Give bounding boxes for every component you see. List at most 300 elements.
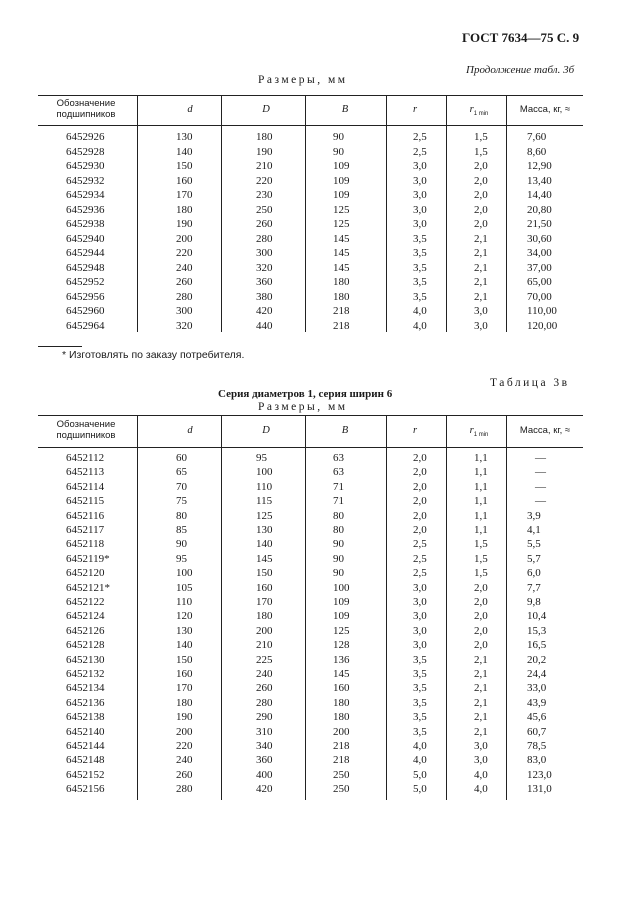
table2-cell-r: 2,0 [413, 495, 427, 508]
table2-cell-r1min: 2,0 [474, 581, 488, 594]
table1-cell-mass: 7,60 [527, 131, 547, 143]
table1-cell-B: 145 [333, 261, 350, 274]
table2-cell-r: 3,5 [413, 711, 427, 724]
table1-cell-r1min: 2,0 [474, 218, 488, 230]
table2-cell-designation: 6452132 [66, 668, 105, 680]
column-header-mass: Масса, кг, ≈ [519, 104, 571, 115]
table1-cell-r: 3,5 [413, 232, 427, 245]
table2-cell-B: 100 [333, 581, 350, 594]
table2-cell-designation: 6452117 [66, 524, 105, 536]
table2-cell-r: 2,0 [413, 466, 427, 479]
table2-cell-B: 145 [333, 668, 350, 680]
table2-cell-designation: 6452138 [66, 711, 105, 724]
table2-cell-mass: 4,1 [527, 524, 541, 536]
table2-cell-B: 80 [333, 509, 344, 522]
table2-cell-designation: 6452122 [66, 596, 105, 608]
table1-cell-designation: 6452926 [66, 131, 105, 143]
table2-cell-r1min: 1,1 [474, 480, 488, 493]
table1-cell-r: 2,5 [413, 131, 427, 143]
table2-cell-mass: 43,9 [527, 696, 547, 709]
table2-cell-mass: 9,8 [527, 596, 541, 608]
table2-cell-r: 3,5 [413, 696, 427, 709]
table2-cell-d: 280 [176, 783, 193, 796]
table2-cell-D: 360 [256, 754, 273, 767]
table1-cell-B: 109 [333, 174, 350, 187]
table2-column-divider [137, 415, 138, 800]
table2-cell-mass: 20,2 [527, 653, 547, 666]
table1-cell-designation: 6452940 [66, 232, 105, 245]
table2-cell-d: 150 [176, 653, 193, 666]
table2-cell-r1min: 1,1 [474, 509, 488, 522]
table1-cell-mass: 37,00 [527, 261, 552, 274]
table2-cell-D: 180 [256, 610, 273, 623]
table2-cell-designation: 6452130 [66, 653, 105, 666]
table1-cell-r1min: 2,1 [474, 290, 488, 303]
table1-cell-B: 109 [333, 160, 350, 172]
table2-cell-D: 280 [256, 696, 273, 709]
table1-cell-D: 420 [256, 305, 273, 317]
table1-cell-D: 220 [256, 174, 273, 187]
table1-cell-D: 280 [256, 232, 273, 245]
table2-cell-r: 3,5 [413, 725, 427, 738]
table2-cell-r: 2,5 [413, 552, 427, 565]
column-header-r1min: $r_{1 min}$ [469, 425, 489, 438]
table2-cell-mass: — [535, 466, 546, 479]
table1-cell-d: 320 [176, 319, 193, 332]
table2-cell-B: 109 [333, 610, 350, 623]
table1-cell-designation: 6452960 [66, 305, 105, 317]
table1-cell-r: 3,5 [413, 261, 427, 274]
table2-cell-D: 100 [256, 466, 273, 479]
table1-cell-r: 3,5 [413, 290, 427, 303]
table1-cell-r: 4,0 [413, 305, 427, 317]
table2-cell-mass: 45,6 [527, 711, 547, 724]
table2-cell-mass: — [535, 480, 546, 493]
table2-cell-D: 310 [256, 725, 273, 738]
table1-cell-r1min: 2,1 [474, 276, 488, 288]
table1-cell-mass: 8,60 [527, 145, 547, 158]
table2-cell-mass: 83,0 [527, 754, 547, 767]
table2-cell-mass: 7,7 [527, 581, 541, 594]
table2-cell-d: 85 [176, 524, 187, 536]
table2-cell-d: 105 [176, 581, 193, 594]
table2-cell-designation: 6452126 [66, 624, 105, 637]
table2-cell-r: 2,0 [413, 524, 427, 536]
table1-cell-B: 90 [333, 131, 344, 143]
table2-cell-D: 210 [256, 639, 273, 652]
table1-cell-d: 280 [176, 290, 193, 303]
table2-cell-r: 3,0 [413, 610, 427, 623]
table1-cell-D: 260 [256, 218, 273, 230]
column-header-r: r [412, 104, 418, 115]
table1-cell-r1min: 3,0 [474, 319, 488, 332]
table2-cell-d: 140 [176, 639, 193, 652]
table1-cell-d: 260 [176, 276, 193, 288]
table2-cell-designation: 6452118 [66, 538, 105, 551]
table2-cell-D: 170 [256, 596, 273, 608]
table2-cell-r1min: 2,1 [474, 725, 488, 738]
table2-cell-r1min: 2,1 [474, 682, 488, 695]
table2-cell-r: 2,5 [413, 567, 427, 580]
table2-column-divider [446, 415, 447, 800]
table2-cell-mass: 3,9 [527, 509, 541, 522]
table1-cell-D: 190 [256, 145, 273, 158]
table1-column-divider [386, 95, 387, 332]
table2-cell-mass: 6,0 [527, 567, 541, 580]
table2-cell-B: 218 [333, 740, 350, 752]
table2-cell-B: 90 [333, 538, 344, 551]
table1-cell-D: 440 [256, 319, 273, 332]
footnote: * Изготовлять по заказу потребителя. [62, 349, 245, 361]
column-header-d: d [187, 104, 193, 115]
table2-cell-d: 180 [176, 696, 193, 709]
table1-cell-B: 125 [333, 218, 350, 230]
table2-cell-mass: 10,4 [527, 610, 547, 623]
table2-cell-d: 80 [176, 509, 187, 522]
table1-cell-r1min: 2,0 [474, 189, 488, 201]
table1-cell-d: 130 [176, 131, 193, 143]
table1-cell-r: 3,0 [413, 218, 427, 230]
table2-cell-r: 3,0 [413, 596, 427, 608]
table1-cell-mass: 34,00 [527, 247, 552, 259]
table1-cell-r: 2,5 [413, 145, 427, 158]
table1-cell-B: 125 [333, 203, 350, 216]
table1-cell-mass: 65,00 [527, 276, 552, 288]
table1-cell-D: 320 [256, 261, 273, 274]
table2-cell-B: 128 [333, 639, 350, 652]
table1-cell-designation: 6452952 [66, 276, 105, 288]
table2-cell-B: 160 [333, 682, 350, 695]
table1-cell-mass: 30,60 [527, 232, 552, 245]
continuation-note: Продолжение табл. 3б [466, 64, 575, 76]
table2-cell-r: 2,5 [413, 538, 427, 551]
table2-cell-r1min: 4,0 [474, 768, 488, 781]
table2-cell-designation: 6452140 [66, 725, 105, 738]
table1-cell-r1min: 2,0 [474, 203, 488, 216]
table2-cell-designation: 6452112 [66, 452, 105, 464]
table1-cell-D: 380 [256, 290, 273, 303]
column-header-r1min: $r_{1 min}$ [469, 104, 489, 117]
table2-cell-r1min: 1,1 [474, 495, 488, 508]
table1-cell-D: 230 [256, 189, 273, 201]
table1-cell-d: 190 [176, 218, 193, 230]
table2-cell-D: 125 [256, 509, 273, 522]
table2-cell-B: 200 [333, 725, 350, 738]
table2-cell-d: 170 [176, 682, 193, 695]
table2-cell-r1min: 4,0 [474, 783, 488, 796]
table2-cell-D: 160 [256, 581, 273, 594]
table1-cell-r: 3,0 [413, 160, 427, 172]
table2-cell-designation: 6452116 [66, 509, 105, 522]
table2-cell-B: 63 [333, 466, 344, 479]
table2-cell-d: 90 [176, 538, 187, 551]
column-header-designation: Обозначение подшипников [56, 419, 116, 441]
table2-label: Таблица 3в [490, 377, 570, 389]
table2-cell-d: 95 [176, 552, 187, 565]
table2-cell-D: 420 [256, 783, 273, 796]
table2-cell-mass: 123,0 [527, 768, 552, 781]
table1-column-divider [506, 95, 507, 332]
table2-cell-mass: 15,3 [527, 624, 547, 637]
table1-cell-B: 218 [333, 319, 350, 332]
table1-column-divider [305, 95, 306, 332]
table2-cell-designation: 6452115 [66, 495, 105, 508]
table1-cell-r: 3,5 [413, 247, 427, 259]
table2-cell-D: 140 [256, 538, 273, 551]
table2-cell-D: 400 [256, 768, 273, 781]
table2-cell-r1min: 1,1 [474, 466, 488, 479]
table2-column-divider [221, 415, 222, 800]
table2-cell-D: 145 [256, 552, 273, 565]
table2-cell-designation: 6452134 [66, 682, 105, 695]
table2-cell-B: 71 [333, 480, 344, 493]
table1-cell-d: 180 [176, 203, 193, 216]
table2-cell-r1min: 1,5 [474, 538, 488, 551]
table1-cell-D: 300 [256, 247, 273, 259]
table2-cell-d: 130 [176, 624, 193, 637]
table2-cell-D: 115 [256, 495, 273, 508]
table2-cell-d: 110 [176, 596, 193, 608]
table2-cell-d: 60 [176, 452, 187, 464]
table2-cell-d: 75 [176, 495, 187, 508]
table2-cell-d: 160 [176, 668, 193, 680]
table1-column-divider [137, 95, 138, 332]
table1-cell-designation: 6452956 [66, 290, 105, 303]
table2-cell-B: 63 [333, 452, 344, 464]
table2-cell-mass: 24,4 [527, 668, 547, 680]
table2-cell-mass: 5,7 [527, 552, 541, 565]
table2-cell-D: 130 [256, 524, 273, 536]
table1-cell-D: 360 [256, 276, 273, 288]
table2-cell-designation: 6452124 [66, 610, 105, 623]
table2-cell-D: 290 [256, 711, 273, 724]
table2-cell-mass: 33,0 [527, 682, 547, 695]
table2-cell-B: 80 [333, 524, 344, 536]
table1-cell-r: 3,5 [413, 276, 427, 288]
table2-series-title: Серия диаметров 1, серия ширин 6 [218, 388, 393, 400]
table1-cell-r1min: 2,0 [474, 160, 488, 172]
table2-cell-B: 90 [333, 567, 344, 580]
table2-cell-d: 120 [176, 610, 193, 623]
table1-cell-B: 109 [333, 189, 350, 201]
table2-cell-B: 250 [333, 768, 350, 781]
table1-cell-d: 170 [176, 189, 193, 201]
table1-column-divider [446, 95, 447, 332]
table1-cell-d: 160 [176, 174, 193, 187]
table1-cell-mass: 13,40 [527, 174, 552, 187]
table2-cell-r: 4,0 [413, 740, 427, 752]
table2-cell-r1min: 3,0 [474, 754, 488, 767]
table2-column-divider [305, 415, 306, 800]
column-header-B: B [341, 425, 349, 436]
table1-cell-mass: 14,40 [527, 189, 552, 201]
table1-cell-r: 3,0 [413, 203, 427, 216]
table2-cell-mass: — [535, 495, 546, 508]
table2-cell-r1min: 2,1 [474, 668, 488, 680]
column-header-B: B [341, 104, 349, 115]
table1-cell-B: 180 [333, 276, 350, 288]
column-header-designation: Обозначение подшипников [56, 98, 116, 120]
table2-cell-d: 240 [176, 754, 193, 767]
table2-cell-r: 2,0 [413, 452, 427, 464]
table2-cell-B: 218 [333, 754, 350, 767]
table2-cell-mass: — [535, 452, 546, 464]
table1-cell-d: 200 [176, 232, 193, 245]
table2-cell-d: 100 [176, 567, 193, 580]
table2-cell-designation: 6452156 [66, 783, 105, 796]
page-header: ГОСТ 7634—75 С. 9 [462, 30, 580, 45]
table1-column-divider [221, 95, 222, 332]
table2-cell-mass: 16,5 [527, 639, 547, 652]
table1-cell-r1min: 2,0 [474, 174, 488, 187]
table2-cell-designation: 6452144 [66, 740, 105, 752]
table1-cell-r1min: 2,1 [474, 247, 488, 259]
table2-cell-r: 2,0 [413, 509, 427, 522]
table2-cell-r: 3,0 [413, 639, 427, 652]
table1-cell-designation: 6452936 [66, 203, 105, 216]
table2-cell-designation: 6452113 [66, 466, 105, 479]
table2-cell-B: 71 [333, 495, 344, 508]
table2-cell-mass: 78,5 [527, 740, 547, 752]
table2-cell-r1min: 2,0 [474, 596, 488, 608]
table1-cell-d: 240 [176, 261, 193, 274]
table1-cell-D: 210 [256, 160, 273, 172]
table1-cell-designation: 6452938 [66, 218, 105, 230]
table2-cell-d: 200 [176, 725, 193, 738]
table2-cell-r: 5,0 [413, 768, 427, 781]
table1-cell-mass: 120,00 [527, 319, 558, 332]
table1-cell-B: 145 [333, 247, 350, 259]
table1-cell-mass: 21,50 [527, 218, 552, 230]
table2-cell-D: 200 [256, 624, 273, 637]
table2-cell-designation: 6452148 [66, 754, 105, 767]
table2-column-divider [386, 415, 387, 800]
table2-cell-r: 4,0 [413, 754, 427, 767]
table2-cell-r1min: 2,0 [474, 610, 488, 623]
table2-cell-r1min: 1,1 [474, 524, 488, 536]
table2-cell-r: 3,5 [413, 682, 427, 695]
table2-cell-B: 180 [333, 711, 350, 724]
table2-column-divider [506, 415, 507, 800]
table2-cell-designation: 6452136 [66, 696, 105, 709]
table1-cell-d: 300 [176, 305, 193, 317]
table1-cell-designation: 6452944 [66, 247, 105, 259]
table2-cell-D: 260 [256, 682, 273, 695]
table2-cell-r1min: 2,0 [474, 639, 488, 652]
table1-cell-r1min: 3,0 [474, 305, 488, 317]
table2-top-rule [38, 415, 583, 416]
table2-cell-D: 95 [256, 452, 267, 464]
table2-cell-B: 90 [333, 552, 344, 565]
table1-cell-mass: 20,80 [527, 203, 552, 216]
table2-cell-B: 180 [333, 696, 350, 709]
table1-cell-B: 145 [333, 232, 350, 245]
table1-cell-designation: 6452928 [66, 145, 105, 158]
column-header-mass: Масса, кг, ≈ [519, 425, 571, 436]
table2-cell-designation: 6452121* [66, 581, 110, 594]
table1-cell-r: 4,0 [413, 319, 427, 332]
column-header-r: r [412, 425, 418, 436]
table2-cell-r: 3,5 [413, 668, 427, 680]
table1-cell-designation: 6452948 [66, 261, 105, 274]
table2-cell-designation: 6452114 [66, 480, 105, 493]
table2-cell-r: 5,0 [413, 783, 427, 796]
table2-cell-D: 340 [256, 740, 273, 752]
table1-cell-d: 150 [176, 160, 193, 172]
table1-cell-B: 90 [333, 145, 344, 158]
table2-cell-d: 190 [176, 711, 193, 724]
table1-cell-r1min: 2,1 [474, 232, 488, 245]
table2-cell-r1min: 1,5 [474, 567, 488, 580]
table1-header-rule [38, 125, 583, 126]
table1-cell-designation: 6452930 [66, 160, 105, 172]
table2-header-rule [38, 447, 583, 448]
table1-cell-B: 218 [333, 305, 350, 317]
table1-top-rule [38, 95, 583, 96]
table1-cell-designation: 6452932 [66, 174, 105, 187]
table1-caption: Размеры, мм [258, 74, 348, 86]
table1-cell-mass: 110,00 [527, 305, 557, 317]
table1-cell-designation: 6452934 [66, 189, 105, 201]
column-header-D: D [262, 425, 270, 436]
table2-cell-designation: 6452120 [66, 567, 105, 580]
table2-cell-r1min: 2,1 [474, 696, 488, 709]
table2-cell-d: 70 [176, 480, 187, 493]
table2-cell-d: 260 [176, 768, 193, 781]
table2-cell-r1min: 1,1 [474, 452, 488, 464]
table2-cell-r1min: 2,0 [474, 624, 488, 637]
table2-cell-r: 3,0 [413, 624, 427, 637]
table2-cell-d: 220 [176, 740, 193, 752]
table2-cell-D: 150 [256, 567, 273, 580]
table2-cell-B: 250 [333, 783, 350, 796]
table2-cell-B: 109 [333, 596, 350, 608]
table1-cell-D: 250 [256, 203, 273, 216]
table2-cell-designation: 6452152 [66, 768, 105, 781]
table1-cell-D: 180 [256, 131, 273, 143]
table1-cell-d: 220 [176, 247, 193, 259]
table1-cell-r1min: 2,1 [474, 261, 488, 274]
column-header-D: D [262, 104, 270, 115]
table2-caption: Размеры, мм [258, 401, 348, 413]
table2-cell-designation: 6452128 [66, 639, 105, 652]
column-header-d: d [187, 425, 193, 436]
table2-cell-r1min: 2,1 [474, 653, 488, 666]
table2-cell-designation: 6452119* [66, 552, 110, 565]
table1-cell-B: 180 [333, 290, 350, 303]
table2-cell-D: 225 [256, 653, 273, 666]
table2-cell-D: 240 [256, 668, 273, 680]
table2-cell-mass: 60,7 [527, 725, 547, 738]
table2-cell-r1min: 1,5 [474, 552, 488, 565]
table1-cell-mass: 70,00 [527, 290, 552, 303]
table2-cell-r1min: 3,0 [474, 740, 488, 752]
table2-cell-B: 125 [333, 624, 350, 637]
table1-cell-r1min: 1,5 [474, 145, 488, 158]
table1-cell-r: 3,0 [413, 174, 427, 187]
table2-cell-D: 110 [256, 480, 273, 493]
table2-cell-r: 2,0 [413, 480, 427, 493]
table2-cell-r: 3,0 [413, 581, 427, 594]
table2-cell-mass: 5,5 [527, 538, 541, 551]
footnote-rule [38, 346, 82, 347]
table2-cell-B: 136 [333, 653, 350, 666]
table2-cell-r: 3,5 [413, 653, 427, 666]
table1-cell-d: 140 [176, 145, 193, 158]
table2-cell-d: 65 [176, 466, 187, 479]
table1-cell-mass: 12,90 [527, 160, 552, 172]
table1-cell-designation: 6452964 [66, 319, 105, 332]
